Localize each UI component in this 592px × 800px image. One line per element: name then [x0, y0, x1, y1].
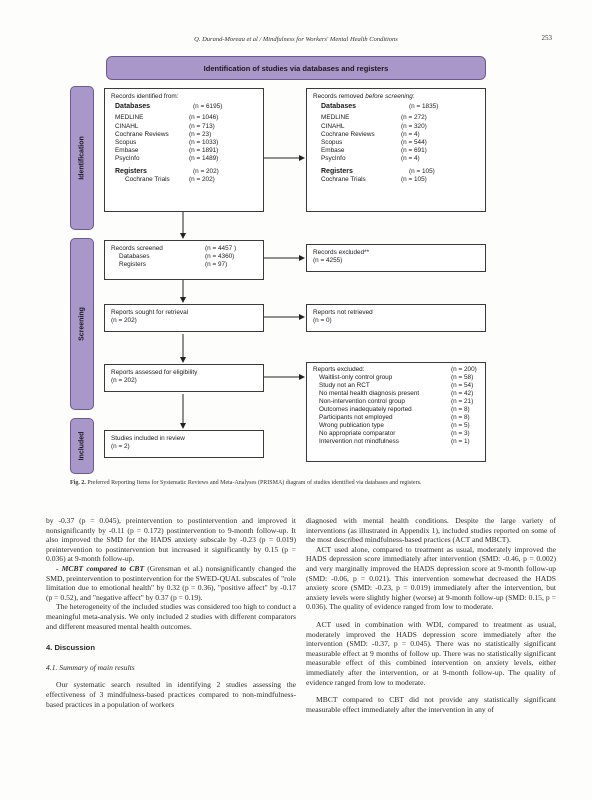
subsection-heading: 4.1. Summary of main results	[46, 662, 135, 672]
left-column	[46, 516, 296, 709]
exclusion-row: Waitlist-only control group (n = 58)	[319, 374, 474, 381]
box-label: Reports excluded:	[313, 366, 365, 373]
exclusion-row: No mental health diagnosis present (n = 42)	[319, 390, 474, 397]
box-label: Reports sought for retrieval	[111, 309, 189, 316]
paragraph: (Grensman et al.) nonsignificantly changed the SMD, preintervention to postintervention for the SWED-QUAL subscales of "role limitation due to emotional health" by 0.32 (p = 0.36), "positive affect" by -0.17 (p = 0.52), and "negative affect" by 0.37 (p = 0.19).	[46, 563, 297, 602]
exclusion-row: Intervention not mindfulness (n = 1)	[319, 438, 470, 445]
records-removed-box	[306, 88, 486, 212]
db-row: CINAHL (n = 320)	[321, 122, 427, 130]
registers-label: Registers	[115, 167, 147, 175]
db-row: PsycInfo (n = 1489)	[115, 155, 219, 163]
databases-n: (n = 1835)	[409, 103, 439, 111]
paragraph: Our systematic search resulted in identifying 2 studies assessing the effectiveness of 3 mindfulness-based practices compared to non-mindfulness-based practices in a population of workers	[46, 680, 296, 709]
screened-row: Registers (n = 97)	[119, 261, 228, 269]
reports-assessed-box	[104, 364, 264, 392]
registers-label: Registers	[321, 167, 353, 175]
box-label: Reports not retrieved	[313, 309, 373, 316]
databases-label: Databases	[115, 103, 151, 111]
exclusion-row: No appropriate comparator (n = 3)	[319, 430, 470, 437]
paragraph: diagnosed with mental health conditions. Despite the large variety of interventions (as illustrated in Appendix 1), included studies reported on some of the most described mindfulness-based practices (ACT and MBCT).	[306, 516, 556, 545]
right-column	[306, 516, 556, 714]
reports-sought-box	[104, 304, 264, 332]
exclusion-row: Non-intervention control group (n = 21)	[319, 398, 474, 405]
box-n: (n = 202)	[111, 317, 137, 325]
records-screened-box	[104, 240, 264, 280]
caption-label: Fig. 2.	[70, 480, 86, 486]
box-n: (n = 0)	[313, 317, 332, 325]
paragraph: ACT used in combination with WDI, compared to treatment as usual, moderately improved the HADS depression score immediately after the intervention (SMD: -0.37, p = 0.045). There was no statistically significant measurable effect at 9 months of follow up. There was no statistically significant measurable effect of this combined intervention on anxiety levels, either immediately after the intervention, or at 9-month follow-up. The quality of evidence ranged from low to moderate.	[306, 619, 556, 687]
registers-n: (n = 202)	[193, 167, 219, 175]
box-n: (n = 202)	[111, 377, 137, 385]
reg-row: Cochrane Trials (n = 105)	[321, 175, 427, 183]
db-row: MEDLINE (n = 1046)	[115, 114, 219, 122]
diagram-title: Identification of studies via databases and registers	[106, 56, 486, 80]
paragraph: by -0.37 (p = 0.045), preintervention to postintervention and improved it nonsignificantly by -0.11 (p = 0.172) postintervention to 9-month follow-up. It also improved the SMD for the HADS anxiety subscale by -0.23 (p = 0.019) preintervention to postintervention but increased it significantly by 0.15 (p = 0.036) at 9-month follow-up.	[46, 516, 296, 564]
paragraph: ACT used alone, compared to treatment as usual, moderately improved the HADS depression score immediately after intervention (SMD: -0.46, p = 0.002) and very marginally improved the HADS depression score at 9-month follow-up (SMD: -0.06, p = 0.021). This intervention somewhat decreased the HADS anxiety score (SMD: -0.23, p = 0.019) immediately after the intervention, but anxiety levels were slightly higher (worse) at 9-month follow-up (SMD: 0.15, p = 0.036). The quality of evidence ranged from low to moderate.	[306, 544, 556, 612]
records-excluded-box	[306, 244, 486, 272]
db-row: Embase (n = 1891)	[115, 147, 219, 155]
box-label: Studies included in review	[111, 435, 185, 442]
section-heading: 4. Discussion	[46, 643, 95, 653]
registers-n: (n = 105)	[409, 167, 435, 175]
page-number: 253	[541, 34, 552, 42]
stage-label: Included	[78, 431, 86, 461]
exclusion-row: Study not an RCT (n = 54)	[319, 382, 474, 389]
box-label: Reports assessed for eligibility	[111, 369, 198, 376]
box-n: (n = 200)	[451, 366, 477, 373]
paragraph: MBCT compared to CBT did not provide any statistically significant measurable effect immediately after the intervention in any of	[306, 695, 556, 714]
running-header: Q. Durand-Moreau et al / Mindfulness for Workers' Mental Health Conditions	[194, 36, 398, 43]
reports-excluded-box	[306, 362, 486, 462]
box-n: (n = 2)	[111, 443, 130, 451]
exclusion-row: Participants not employed (n = 8)	[319, 414, 470, 421]
db-row: Scopus (n = 1033)	[115, 139, 219, 147]
caption-text: Preferred Reporting Items for Systematic Reviews and Meta-Analyses (PRISMA) diagram of studies identified via databases and registers.	[85, 480, 422, 486]
stage-label: Identification	[78, 136, 86, 180]
records-identified-box	[104, 88, 264, 212]
screened-row: Databases (n = 4360)	[119, 253, 235, 261]
databases-label: Databases	[321, 103, 357, 111]
reports-not-retrieved-box	[306, 304, 486, 332]
box-n: (n = 4457 )	[205, 245, 237, 252]
paragraph-lead: - MCBT compared to CBT	[56, 563, 145, 573]
exclusion-row: Wrong publication type (n = 5)	[319, 422, 470, 429]
db-row: MEDLINE (n = 272)	[321, 114, 427, 122]
reg-row: Cochrane Trials (n = 202)	[125, 175, 215, 183]
box-n: (n = 4255)	[313, 257, 343, 265]
db-row: Cochrane Reviews (n = 23)	[115, 130, 212, 138]
box-heading: Records removed before screening:	[313, 93, 415, 100]
studies-included-box	[104, 430, 264, 458]
figure-caption	[70, 480, 421, 486]
db-row: Cochrane Reviews (n = 4)	[321, 130, 420, 138]
db-row: PsycInfo (n = 4)	[321, 155, 420, 163]
stage-label: Screening	[78, 307, 86, 341]
box-label: Records screened	[111, 245, 163, 252]
db-row: CINAHL (n = 713)	[115, 122, 215, 130]
db-row: Embase (n = 691)	[321, 147, 427, 155]
db-row: Scopus (n = 544)	[321, 139, 427, 147]
box-label: Records excluded**	[313, 249, 370, 256]
paragraph: The heterogeneity of the included studies was considered too high to conduct a meaningful meta-analysis. We only included 2 studies with different comparators and different measured mental health outcomes.	[46, 602, 296, 631]
databases-n: (n = 6195)	[193, 103, 223, 111]
exclusion-row: Outcomes inadequately reported (n = 8)	[319, 406, 470, 413]
box-heading: Records identified from:	[111, 93, 179, 100]
